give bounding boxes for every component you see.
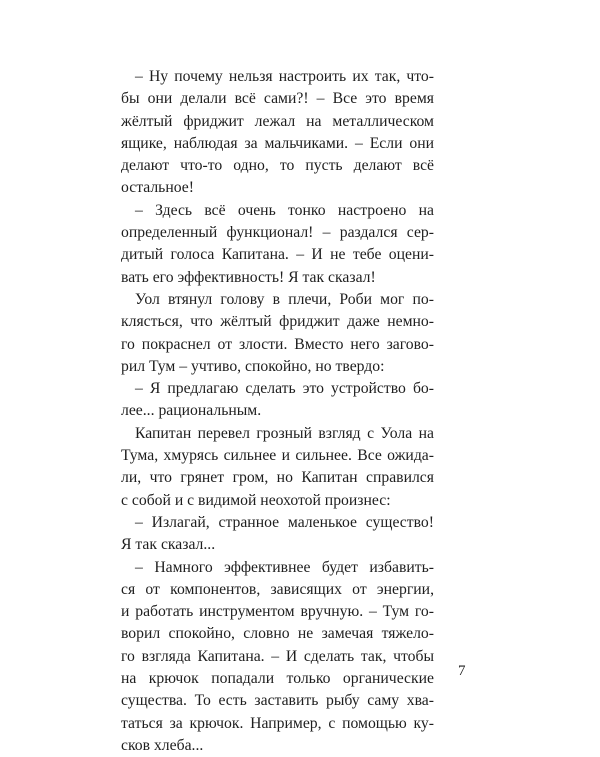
text-line: – Здесь всё очень тонко настроено на — [135, 201, 434, 219]
text-line: делают что-то одно, то пусть делают всё — [121, 157, 434, 175]
text-line: таться за крючок. Например, с помощью ку- — [121, 714, 434, 732]
text-line: бы они делали всё сами?! – Все это время — [121, 90, 434, 108]
text-line: Капитан перевел грозный взгляд с Уола на — [135, 424, 434, 442]
text-line: ворил спокойно, словно не замечая тяжело- — [121, 625, 434, 643]
text-line: лее... рациональным. — [121, 402, 262, 420]
text-line: – Излагай, странное маленькое существо! — [135, 513, 434, 531]
text-line: Уол втянул голову в плечи, Роби мог по- — [135, 290, 434, 308]
text-line: го покраснел от злости. Вместо него загово- — [121, 335, 434, 353]
text-line: остальное! — [121, 179, 194, 197]
text-line: и работать инструментом вручную. – Тум го- — [121, 603, 434, 621]
text-line: Тума, хмурясь сильнее и сильнее. Все ожида- — [121, 447, 434, 465]
text-line: – Ну почему нельзя настроить их так, что- — [135, 68, 434, 85]
text-line: рил Тум – учтиво, спокойно, но твердо: — [121, 357, 385, 375]
body-text — [121, 66, 434, 757]
text-line: определенный функционал! – раздался сер- — [121, 224, 434, 242]
text-line: жёлтый фриджит лежал на металлическом — [121, 112, 434, 130]
text-line: ящике, наблюдая за мальчиками. – Если они — [121, 134, 434, 152]
page-number: 7 — [458, 663, 466, 679]
text-line: дитый голоса Капитана. – И не тебе оцени- — [121, 246, 434, 264]
text-line: ся от компонентов, зависящих от энергии, — [121, 580, 434, 598]
text-line: Я так сказал... — [121, 536, 216, 554]
text-line: – Намного эффективнее будет избавить- — [135, 558, 434, 576]
text-line: ли, что грянет гром, но Капитан справился — [121, 469, 434, 487]
text-line: существа. То есть заставить рыбу саму хва- — [121, 692, 434, 710]
text-line: сков хлеба... — [121, 736, 204, 754]
text-line: на крючок попадали только органические — [121, 670, 434, 688]
text-line: клясться, что жёлтый фриджит даже немно- — [121, 313, 434, 331]
text-line: го взгляда Капитана. – И сделать так, чтобы — [121, 647, 434, 665]
text-line: – Я предлагаю сделать это устройство бо- — [135, 380, 434, 398]
text-line: с собой и с видимой неохотой произнес: — [121, 491, 391, 509]
text-line: вать его эффективность! Я так сказал! — [121, 268, 376, 286]
